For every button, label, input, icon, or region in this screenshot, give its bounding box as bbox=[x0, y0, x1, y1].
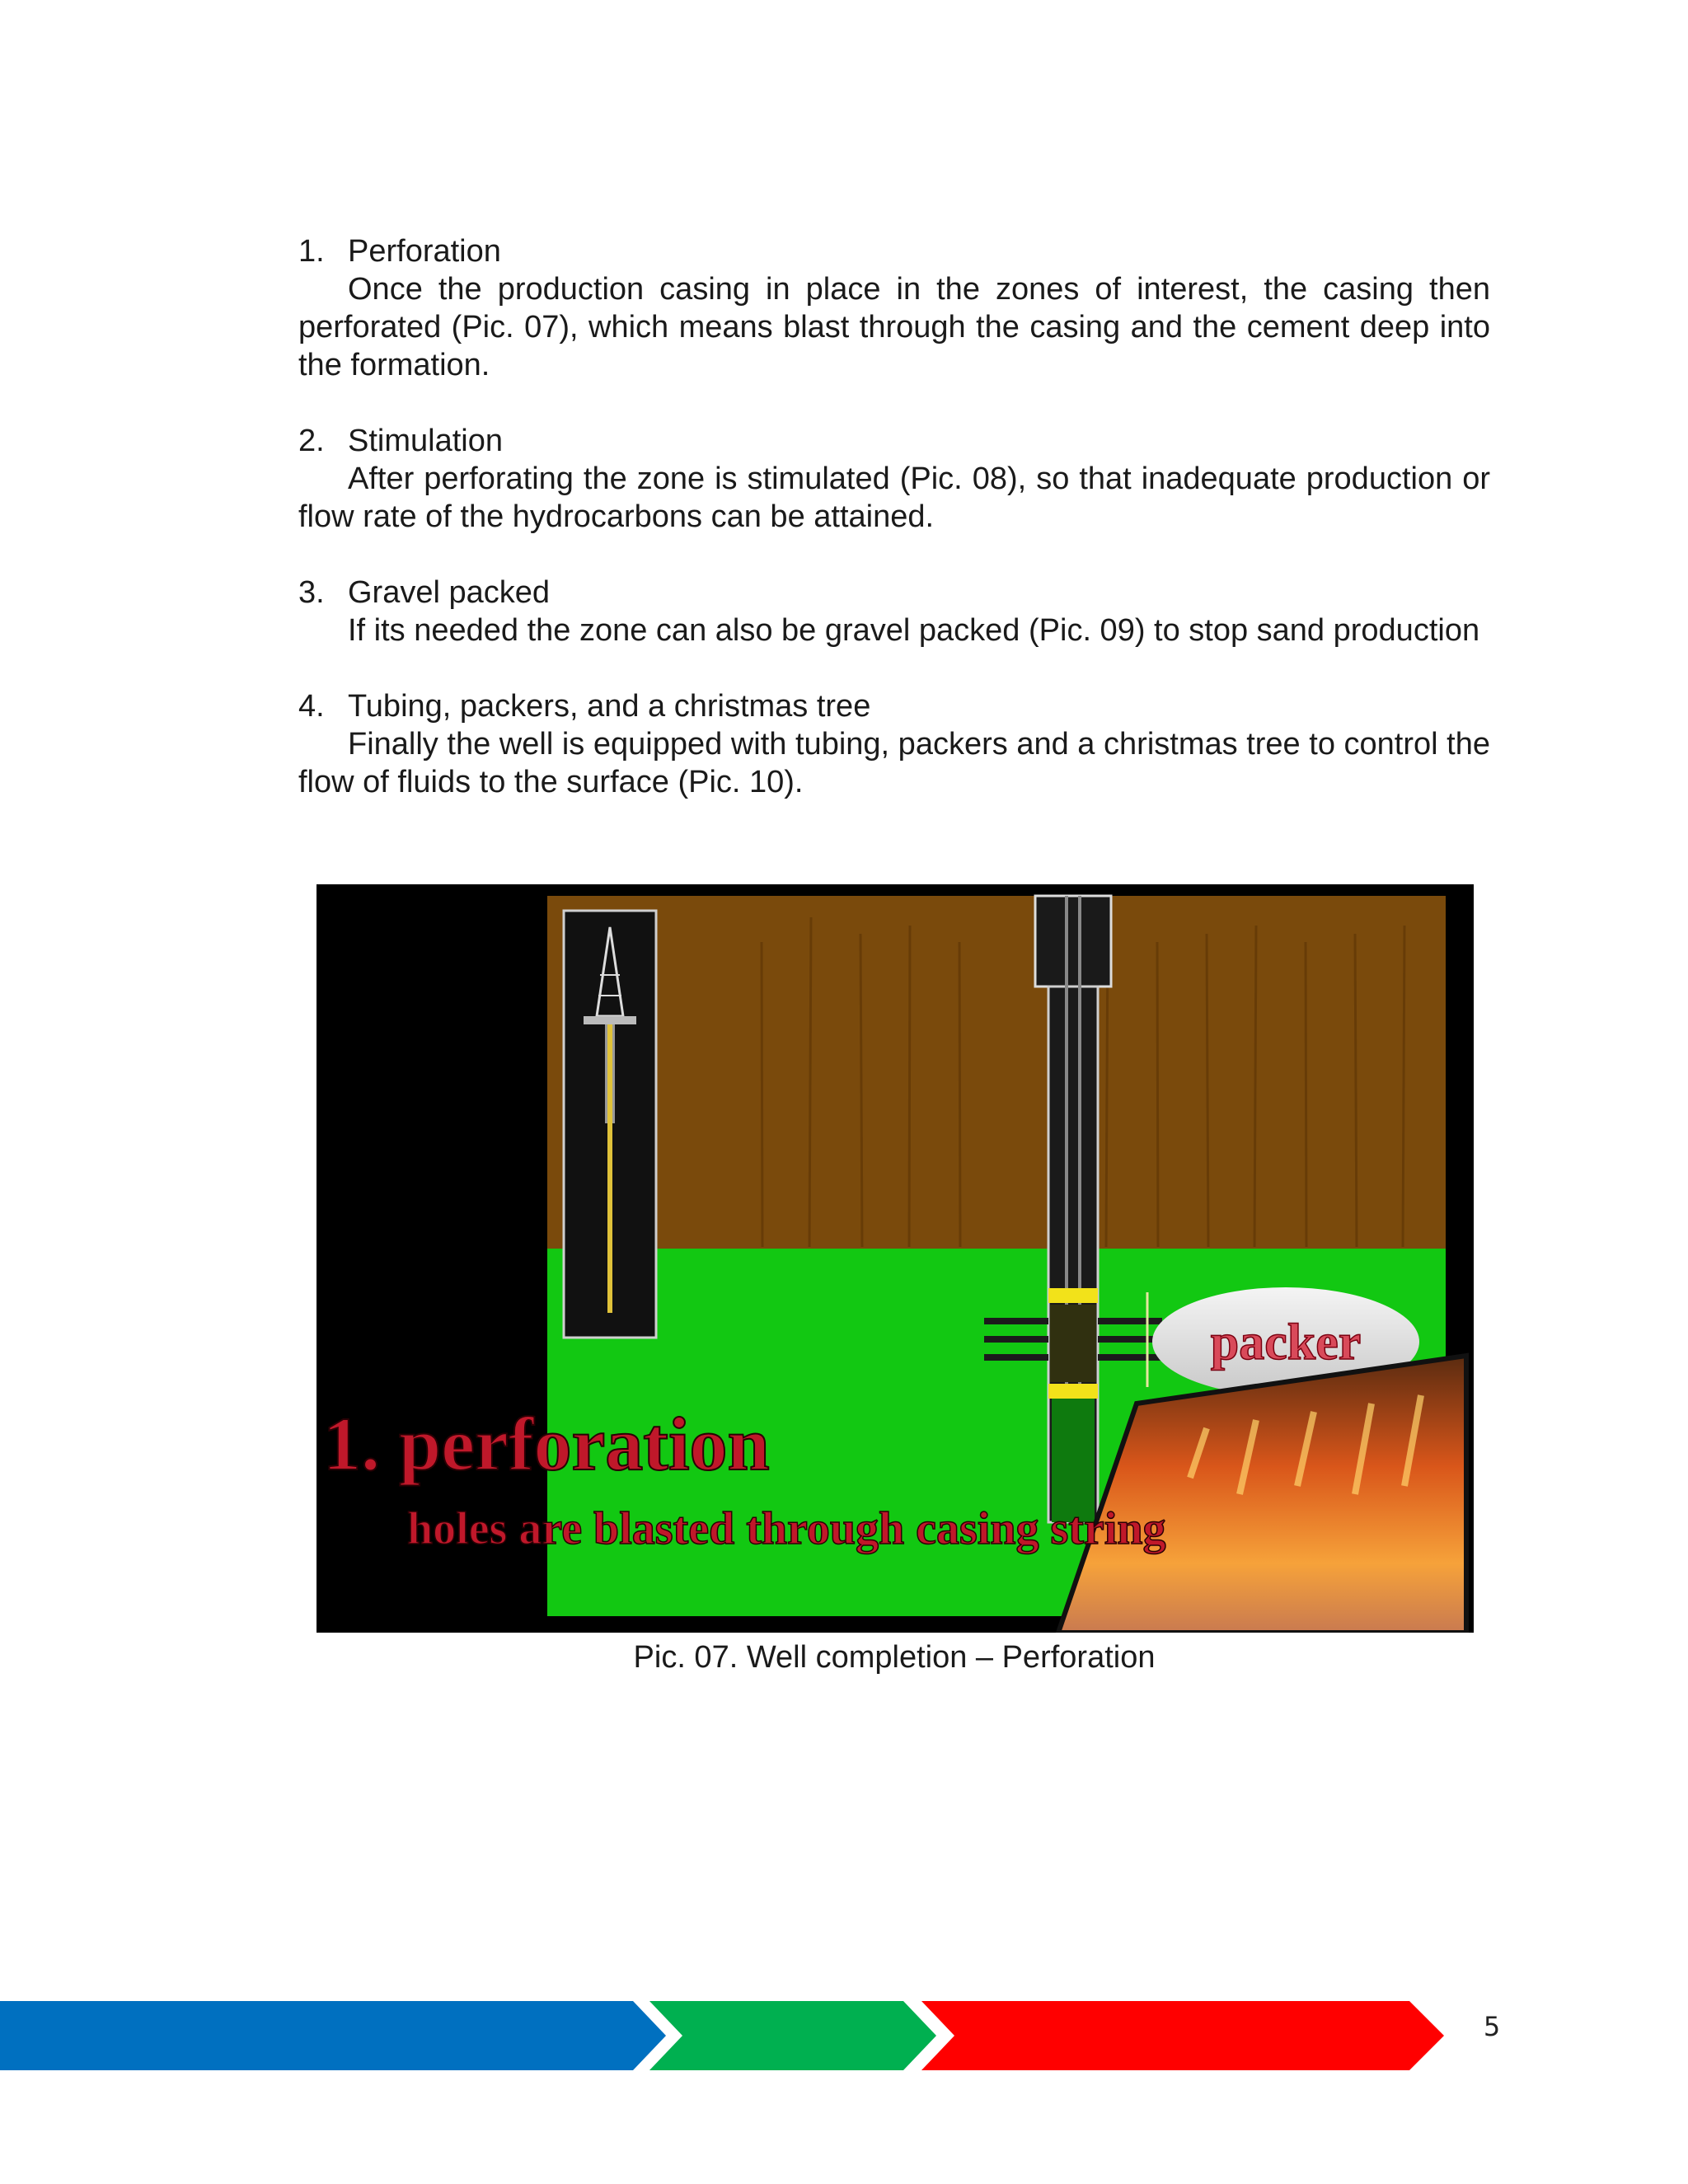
item-body: After perforating the zone is stimulated (Pic. 08), so that inadequate production or flow rate of the hydrocarbons can be attained. bbox=[298, 462, 1490, 534]
document-body bbox=[298, 232, 1490, 839]
footer-arrow-band bbox=[0, 1998, 1451, 2074]
list-item bbox=[298, 687, 1490, 801]
green-arrow bbox=[649, 2001, 936, 2070]
perforation-figure bbox=[316, 884, 1474, 1633]
list-item bbox=[298, 574, 1490, 649]
item-number: 3. bbox=[298, 575, 325, 610]
figure-title: 1. perforation bbox=[323, 1402, 770, 1486]
red-arrow bbox=[921, 2001, 1444, 2070]
item-title: Stimulation bbox=[348, 424, 503, 458]
rock-layer bbox=[547, 896, 1446, 1249]
well-diagram bbox=[316, 884, 1474, 1633]
item-heading bbox=[298, 422, 1490, 460]
item-body: If its needed the zone can also be gravel packed (Pic. 09) to stop sand production bbox=[348, 613, 1480, 648]
item-body: Once the production casing in place in the zones of interest, the casing then perforated (Pic. 07), which means blast through the casing and the cement deep into the formation. bbox=[298, 272, 1490, 382]
list-item bbox=[298, 422, 1490, 536]
packer-label: packer bbox=[1210, 1315, 1362, 1371]
item-heading bbox=[298, 687, 1490, 725]
list-item bbox=[298, 232, 1490, 384]
item-title: Perforation bbox=[348, 234, 501, 269]
item-number: 4. bbox=[298, 689, 325, 724]
item-number: 1. bbox=[298, 234, 325, 269]
item-title: Gravel packed bbox=[348, 575, 551, 610]
item-body: Finally the well is equipped with tubing, packers and a christmas tree to control the flow of fluids to the surface (Pic. 10). bbox=[298, 727, 1490, 799]
item-heading bbox=[298, 232, 1490, 270]
item-heading bbox=[298, 574, 1490, 612]
blue-arrow bbox=[0, 2001, 666, 2070]
page-number: 5 bbox=[1483, 2011, 1501, 2042]
item-number: 2. bbox=[298, 424, 325, 458]
figure-subtitle: holes are blasted through casing string bbox=[407, 1503, 1166, 1554]
item-title: Tubing, packers, and a christmas tree bbox=[348, 689, 871, 724]
figure-caption: Pic. 07. Well completion – Perforation bbox=[633, 1640, 1156, 1675]
